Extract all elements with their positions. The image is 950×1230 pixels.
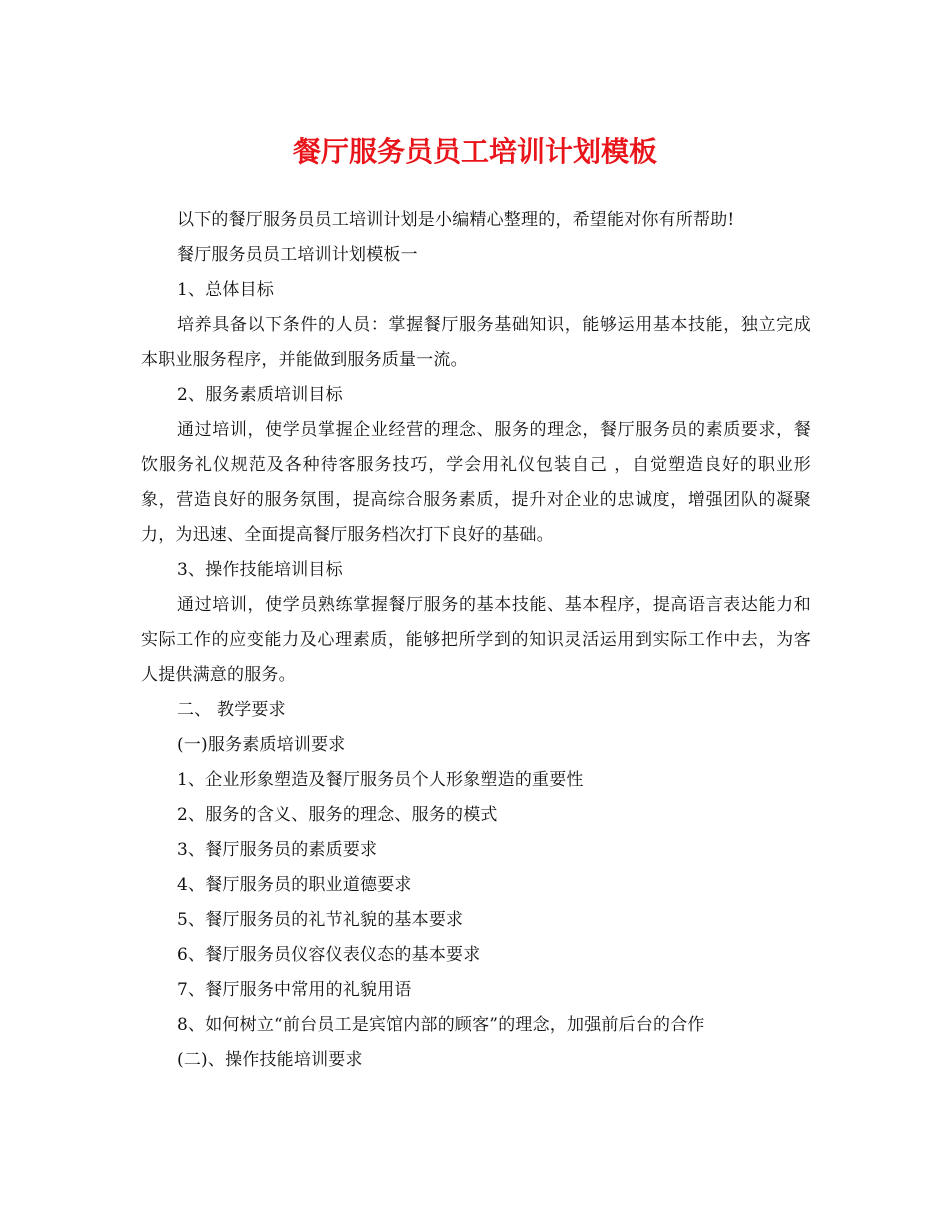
list-item: 2、服务的含义、服务的理念、服务的模式 <box>177 805 498 825</box>
list-heading: 2、服务素质培训目标 <box>177 385 343 405</box>
list-item: 4、餐厅服务员的职业道德要求 <box>177 875 412 895</box>
list-item: 7、餐厅服务中常用的礼貌用语 <box>177 980 412 1000</box>
body-paragraph: 培养具备以下条件的人员：掌握餐厅服务基础知识，能够运用基本技能，独立完成本职业服务程序，并能做到服务质量一流。 <box>141 315 811 370</box>
list-item: 5、餐厅服务员的礼节礼貌的基本要求 <box>177 910 464 930</box>
list-heading: 1、总体目标 <box>177 280 275 300</box>
list-heading: 3、操作技能培训目标 <box>177 560 343 580</box>
intro-paragraph: 以下的餐厅服务员员工培训计划是小编精心整理的，希望能对你有所帮助! <box>177 210 735 230</box>
list-item: 6、餐厅服务员仪容仪表仪态的基本要求 <box>177 945 481 965</box>
section-heading: 餐厅服务员员工培训计划模板一 <box>177 245 418 265</box>
section-heading: 二、 教学要求 <box>177 700 286 720</box>
subsection-heading: (二)、操作技能培训要求 <box>177 1050 363 1070</box>
body-paragraph: 通过培训，使学员熟练掌握餐厅服务的基本技能、基本程序，提高语言表达能力和实际工作的应变能力及心理素质，能够把所学到的知识灵活运用到实际工作中去，为客人提供满意的服务。 <box>141 595 811 685</box>
list-item: 1、企业形象塑造及餐厅服务员个人形象塑造的重要性 <box>177 770 584 790</box>
document-title: 餐厅服务员员工培训计划模板 <box>292 135 657 168</box>
list-item: 8、如何树立“前台员工是宾馆内部的顾客”的理念，加强前后台的合作 <box>177 1015 705 1035</box>
body-paragraph: 通过培训，使学员掌握企业经营的理念、服务的理念，餐厅服务员的素质要求，餐饮服务礼仪规范及各种待客服务技巧，学会用礼仪包装自己 ，自觉塑造良好的职业形象，营造良好的服务氛围，提高综合服务素质，提升对企业的忠诚度，增强团队的凝聚力，为迅速、全面提高餐厅服务档次打下良好的基础。 <box>141 420 811 545</box>
document-body <box>141 203 811 1078</box>
list-item: 3、餐厅服务员的素质要求 <box>177 840 378 860</box>
subsection-heading: (一)服务素质培训要求 <box>177 735 346 755</box>
